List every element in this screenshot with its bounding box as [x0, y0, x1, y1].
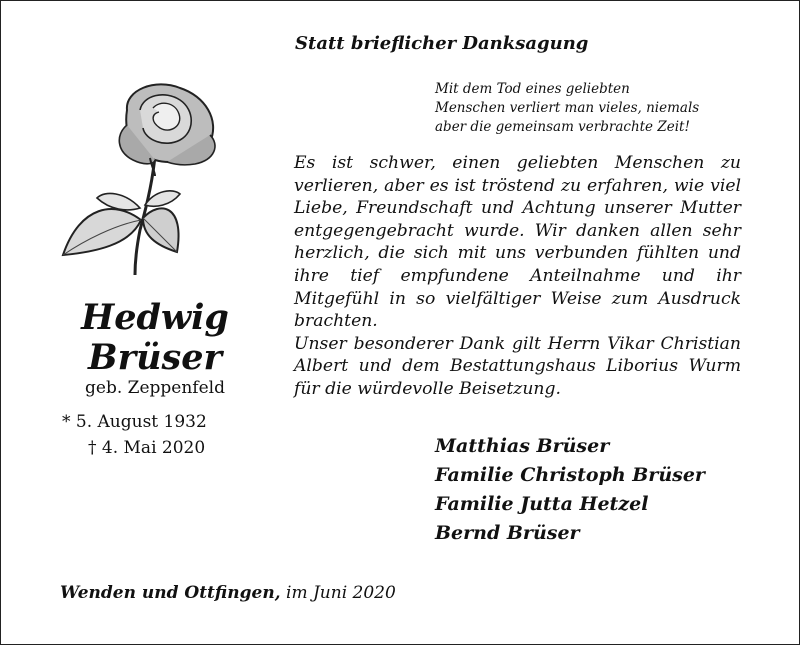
- place: Wenden und Ottfingen,: [60, 583, 281, 603]
- signer-name: Familie Christoph Brüser: [435, 464, 705, 486]
- signers-list: [435, 432, 705, 548]
- deceased-first-name: Hedwig: [81, 297, 229, 338]
- signer-name: Bernd Brüser: [435, 522, 580, 544]
- thanks-text: [294, 152, 741, 401]
- place-date-line: [60, 583, 396, 603]
- death-date: † 4. Mai 2020: [88, 438, 206, 458]
- date: im Juni 2020: [286, 583, 396, 603]
- maiden-name: geb. Zeppenfeld: [85, 378, 225, 398]
- signer-name: Familie Jutta Hetzel: [435, 493, 649, 515]
- quote-line: aber die gemeinsam verbrachte Zeit!: [435, 119, 690, 135]
- deceased-last-name: Brüser: [88, 337, 222, 378]
- quote-line: Menschen verliert man vieles, niemals: [435, 100, 700, 116]
- memorial-quote: [435, 80, 775, 137]
- thanks-paragraph: Es ist schwer, einen geliebten Menschen zu verlieren, aber es ist tröstend zu erfahren, wie viel Liebe, Freundschaft und Achtung unserer Mutter entgegengebracht wurde. Wir danken allen sehr herzlich, die sich mit uns verbunden fühlten und ihre tief empfundene Anteilnahme und ihr Mitgefühl in so vielfältiger Weise zum Ausdruck brachten.: [294, 153, 741, 332]
- rose-icon: [55, 80, 255, 280]
- thanks-paragraph: Unser besonderer Dank gilt Herrn Vikar Christian Albert und dem Bestattungshaus Liborius Wurm für die würdevolle Beisetzung.: [294, 333, 741, 399]
- birth-date: * 5. August 1932: [62, 412, 207, 432]
- notice-heading: Statt brieflicher Danksagung: [295, 33, 589, 54]
- signer-name: Matthias Brüser: [435, 435, 610, 457]
- quote-line: Mit dem Tod eines geliebten: [435, 81, 630, 97]
